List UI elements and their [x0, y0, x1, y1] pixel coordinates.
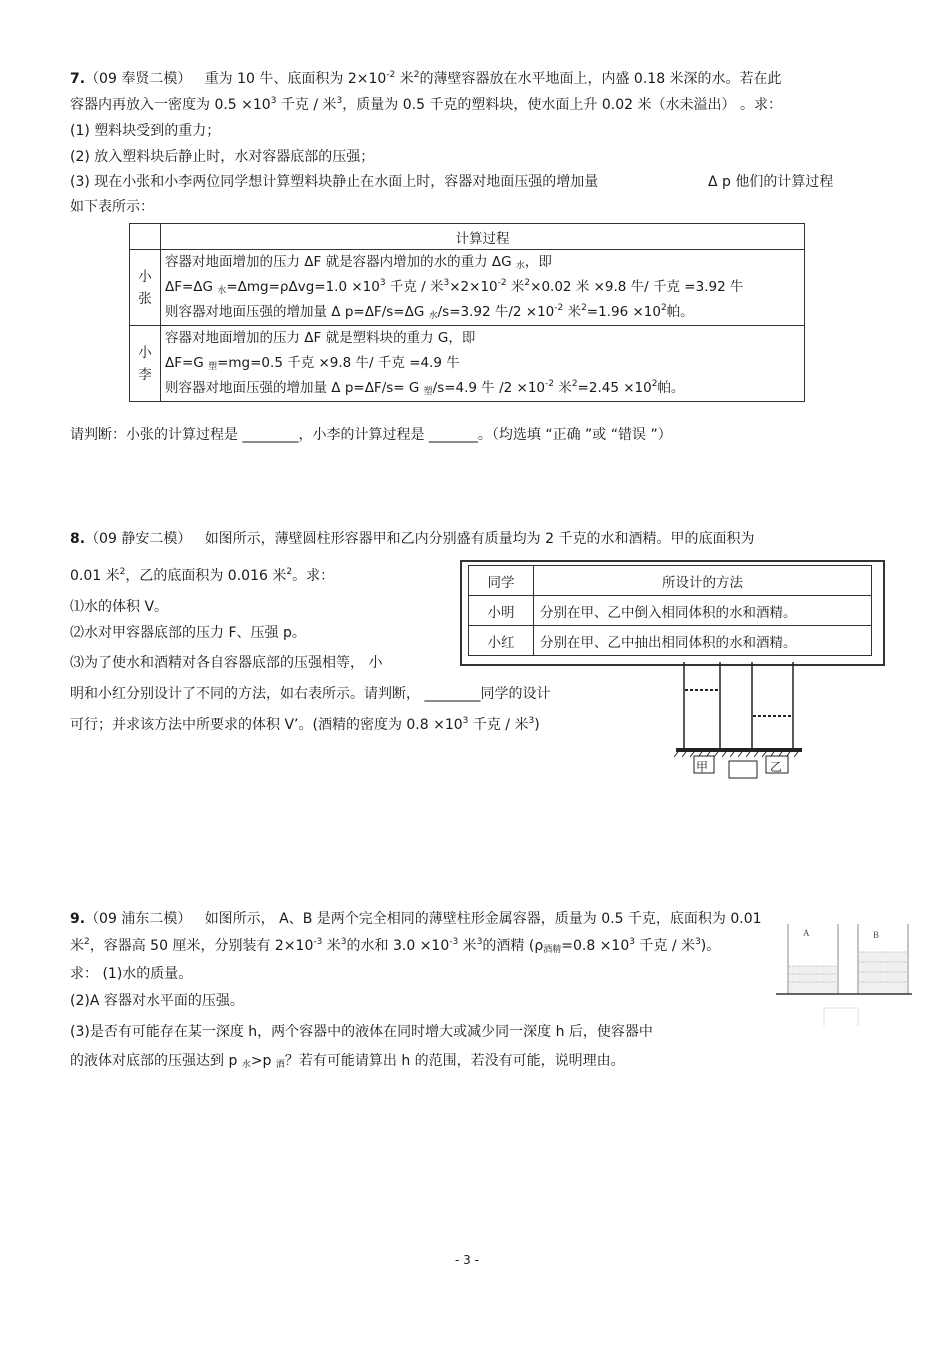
q8-method-table: [468, 565, 872, 656]
q7-item3: [70, 171, 598, 191]
q7-text: ，小李的计算过程是: [298, 427, 429, 443]
q8-th-method: 所设计的方法: [534, 566, 872, 596]
q8-number: 8.: [70, 531, 86, 547]
answer-blank-q8[interactable]: ________: [424, 686, 481, 702]
zhang-line1: 容器对地面增加的压力 ΔF 就是容器内增加的水的重力 ΔG $_水$，即: [165, 254, 552, 271]
q7-text: 的薄壁容器放在水平地面上，内盛 0.18 米深的水。若在此: [419, 71, 782, 87]
q8-method-xiaohong: 分别在甲、乙中抽出相同体积的水和酒精。: [534, 626, 872, 656]
student-li: [130, 326, 161, 402]
exponent: 3: [270, 96, 277, 106]
q9-item3-cont: 的液体对底部的压强达到 p $_水$>p $_酒$？若有可能请算出 h 的范围，若没有可能，说明理由。: [70, 1053, 625, 1070]
q8-item1: ⑴水的体积 V。: [70, 599, 169, 615]
q9-line2: 米$^2$，容器高 50 厘米，分别装有 $2\times 10^{-3}$ 米$^3$的水和 $3.0 \times 10^{-3}$ 米$^3$的酒精 ($\rho_{酒精}=0.8 \times 10^3$ 千克 / 米$^3$)。: [70, 937, 721, 955]
q8-line1: [70, 528, 755, 548]
q7-text: (3) 现在小张和小李两位同学想计算塑料块静止在水面上时，容器对地面压强的增加量: [70, 174, 599, 190]
q8-student-xiaohong: 小红: [469, 626, 534, 656]
q7-number: 7.: [70, 71, 86, 87]
figure-label-a: A: [803, 928, 810, 938]
q8-item2: ⑵水对甲容器底部的压力 F、压强 p。: [70, 625, 306, 641]
student-zhang: [130, 250, 161, 326]
q8-item3: ⑶为了使水和酒精对各自容器底部的压强相等， 小: [70, 655, 383, 671]
q8-method-xiaoming: 分别在甲、乙中倒入相同体积的水和酒精。: [534, 596, 872, 626]
zhang-line2: ΔF=ΔG $_水=\Delta mg=\rho\Delta vg=1.0 \times 10^3$ 千克 / 米$^3\times 2\times 10^{-2}$ 米$^2$×0.02 米 ×9.8 牛/ 千克 =3.92 牛: [165, 278, 744, 296]
q9-item1: 求： (1)水的质量。: [70, 966, 193, 982]
name-char: 张: [138, 290, 152, 307]
q7-text: 请判断：小张的计算过程是: [70, 427, 243, 443]
q8-item3-cont: 明和小红分别设计了不同的方法，如右表所示。请判断， ________同学的设计: [70, 686, 551, 702]
q7-line2: [70, 94, 782, 114]
q7-text: 米: [395, 71, 414, 87]
alcohol-in-b: [859, 952, 907, 994]
zhang-line3: 则容器对地面压强的增加量 Δ p=ΔF/s=ΔG $_水$/s=3.92 牛$/2 \times 10^{-2}$ 米$^2=1.96 \times 10^2$帕。: [165, 303, 694, 321]
answer-blank-li[interactable]: _______: [428, 427, 478, 443]
figure-label-b: B: [873, 930, 880, 940]
page-number: - 3 -: [455, 1253, 479, 1267]
name-char: 李: [138, 366, 152, 383]
q7-text: 重为 10 牛、底面积为 2×10: [204, 71, 387, 87]
q7-item2: (2) 放入塑料块后静止时，水对容器底部的压强；: [70, 149, 375, 165]
label-box-middle: [729, 761, 757, 778]
q9-line1: [70, 908, 762, 928]
q8-source: （09 静安二模）: [85, 531, 192, 547]
q9-source: （09 浦东二模）: [85, 911, 192, 927]
q7-text: 千克 / 米: [276, 97, 337, 113]
water-in-a: [789, 966, 837, 994]
q8-th-student: 同学: [469, 566, 534, 596]
exponent: 3: [336, 96, 343, 106]
figure-label-jia: 甲: [696, 760, 709, 774]
q9-text: 如图所示， A、B 是两个完全相同的薄壁柱形金属容器，质量为 0.5 千克，底面积为 0.01: [204, 911, 762, 927]
q8-line2: 0.01 米$^2$，乙的底面积为 0.016 米$^2$。求：: [70, 567, 335, 584]
figure-label-yi: 乙: [770, 760, 783, 774]
q7-item3-cont: 如下表所示：: [70, 199, 154, 215]
answer-blank-zhang[interactable]: ________: [242, 427, 299, 443]
q7-line1: [70, 68, 782, 88]
zhang-process: [161, 250, 805, 326]
q8-item3-cont2: 可行；并求该方法中所要求的体积 V’。(酒精的密度为 $0.8 \times 10^3$ 千克 / 米$^3$): [70, 716, 540, 733]
q9-item3: (3)是否有可能存在某一深度 h，两个容器中的液体在同时增大或减少同一深度 h 后，使容器中: [70, 1024, 653, 1040]
q7-text: 容器内再放入一密度为 0.5 ×10: [70, 97, 271, 113]
table-header: 计算过程: [161, 224, 805, 250]
li-process: [161, 326, 805, 402]
ground-line: [676, 748, 802, 752]
name-char: 小: [138, 344, 152, 361]
li-line2: ΔF=G $_塑$=mg=0.5 千克 ×9.8 牛/ 千克 =4.9 牛: [165, 355, 460, 372]
exponent: 2: [413, 70, 420, 80]
table-corner: [130, 224, 161, 250]
q8-text: 如图所示，薄壁圆柱形容器甲和乙内分别盛有质量均为 2 千克的水和酒精。甲的底面积为: [204, 531, 755, 547]
li-line1: 容器对地面增加的压力 ΔF 就是塑料块的重力 G，即: [165, 330, 476, 346]
q7-source: （09 奉贤二模）: [85, 71, 192, 87]
q7-text: ，质量为 0.5 千克的塑料块，使水面上升 0.02 米（水未溢出） 。求：: [342, 97, 782, 113]
exponent: -2: [386, 70, 396, 80]
name-char: 小: [138, 268, 152, 285]
q9-number: 9.: [70, 911, 86, 927]
li-line3: 则容器对地面压强的增加量 Δ p=ΔF/s= G $_塑$/s=4.9 牛 $/2 \times 10^{-2}$ 米$^2=2.45 \times 10^2$帕。: [165, 379, 685, 397]
q7-calc-table: [129, 223, 805, 402]
q8-containers-figure: [672, 662, 804, 782]
q9-item2: (2)A 容器对水平面的压强。: [70, 993, 244, 1009]
q7-judge: [70, 424, 672, 444]
q7-item3-tail: Δ p 他们的计算过程: [708, 174, 834, 190]
q7-item1: (1) 塑料块受到的重力；: [70, 123, 221, 139]
q9-containers-figure: [774, 922, 914, 1028]
q7-text: 。（均选填 “正确 ”或 “错误 ”）: [477, 427, 672, 443]
q8-student-xiaoming: 小明: [469, 596, 534, 626]
